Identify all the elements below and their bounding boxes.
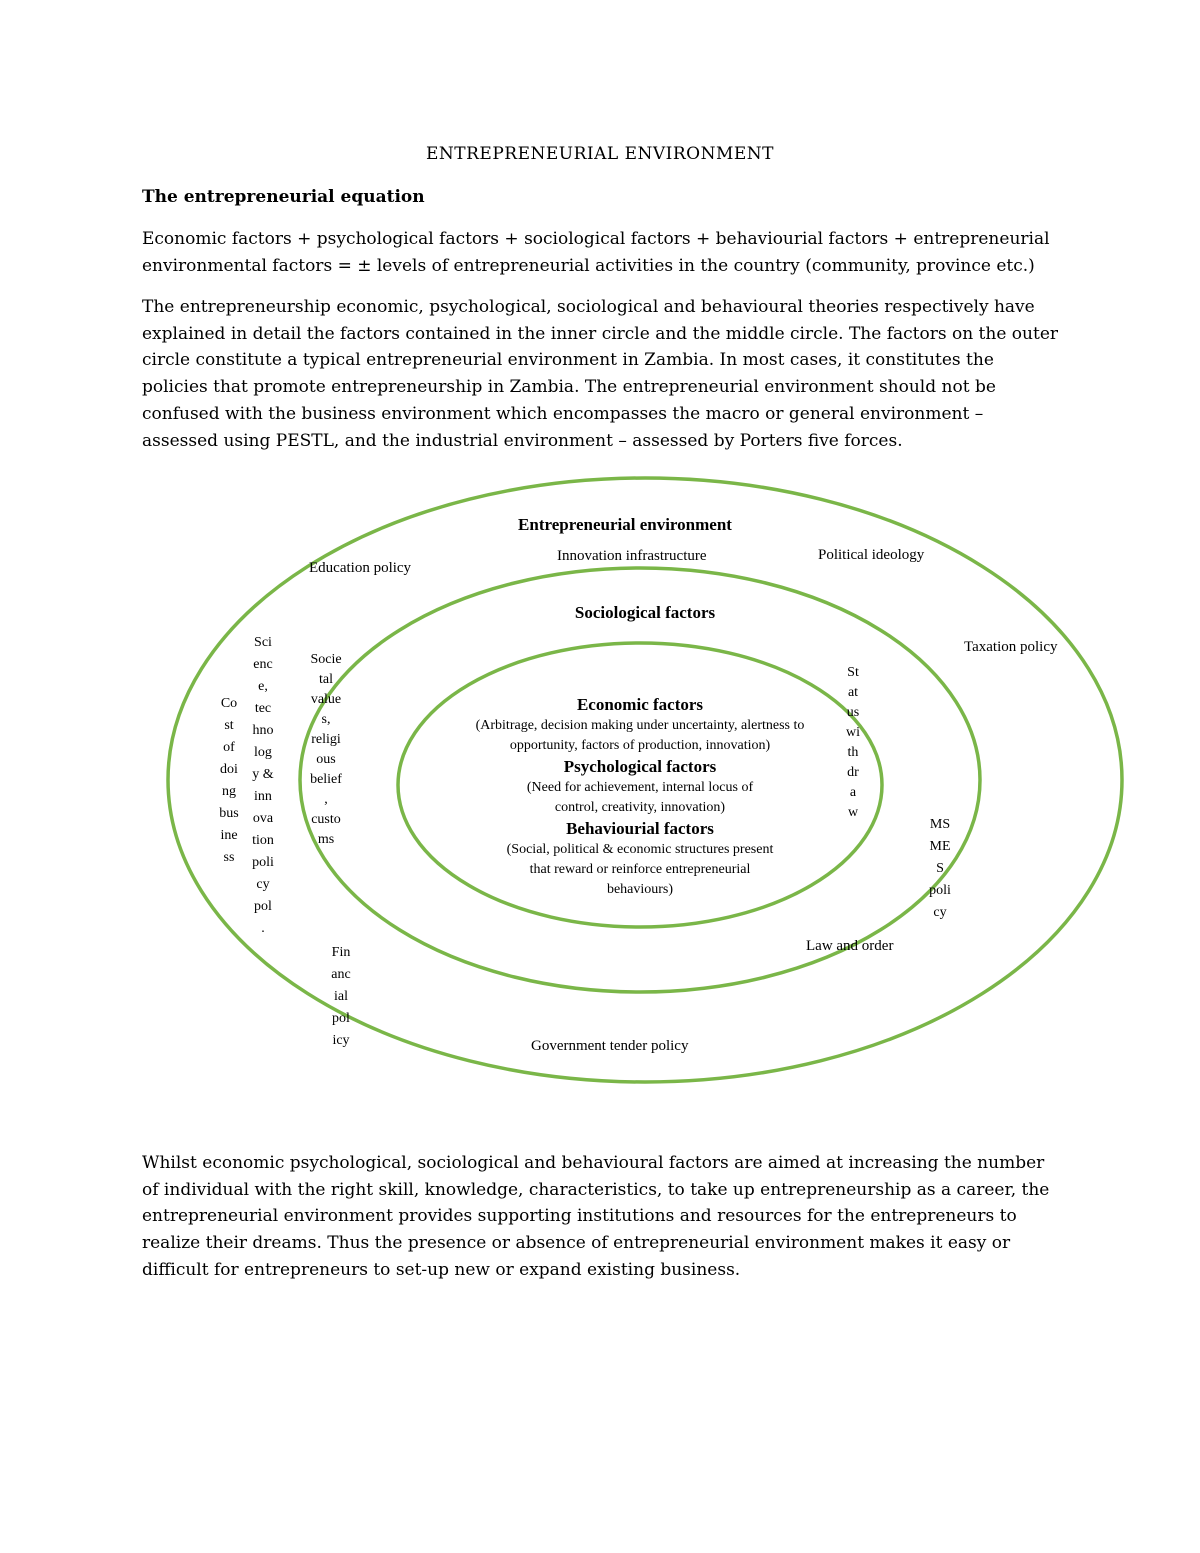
theories-paragraph: The entrepreneurship economic, psychological, sociological and behavioural theories respectively have explained in detail the factors contained in the inner circle and the middle circle. The factors on the outer circle constitute a typical entrepreneurial environment in Zambia. In most cases, it constitutes the policies that promote entrepreneurship in Zambia. The entrepreneurial environment should not be confused with the business environment which encompasses the macro or general environment – assessed using PESTL, and the industrial environment – assessed by Porters five forces. bbox=[142, 297, 1058, 451]
document-title: ENTREPRENEURIAL ENVIRONMENT bbox=[426, 144, 774, 164]
education-policy-label: Education policy bbox=[309, 560, 412, 576]
financial-policy-label: Fin anc ial pol icy bbox=[331, 945, 351, 1048]
government-tender-policy-label: Government tender policy bbox=[531, 1038, 689, 1054]
economic-factors-text: (Arbitrage, decision making under uncertainty, alertness to opportunity, factors of production, innovation) bbox=[475, 718, 805, 753]
cost-of-doing-business-label: Co st of doi ng bus ine ss bbox=[219, 696, 239, 865]
psychological-factors-title: Psychological factors bbox=[563, 757, 717, 776]
msmes-policy-label: MS ME S poli cy bbox=[929, 817, 951, 920]
status-withdraw-label: St at us wi th dr a w bbox=[846, 665, 860, 820]
innovation-infrastructure-label: Innovation infrastructure bbox=[557, 548, 707, 564]
taxation-policy-label: Taxation policy bbox=[964, 639, 1058, 655]
psychological-factors-text: (Need for achievement, internal locus of control, creativity, innovation) bbox=[526, 780, 754, 815]
economic-factors-title: Economic factors bbox=[576, 695, 704, 714]
middle-ring-title: Sociological factors bbox=[574, 603, 716, 622]
behavioural-factors-text: (Social, political & economic structures present that reward or reinforce entrepreneurial behaviours) bbox=[506, 842, 774, 897]
equation-paragraph: Economic factors + psychological factors + sociological factors + behaviourial factors + entrepreneurial environmental factors = ± levels of entrepreneurial activities in the country (community, province etc.) bbox=[142, 229, 1050, 276]
science-technology-policy-label: Sci enc e, tec hno log y & inn ova tion poli cy pol . bbox=[252, 635, 274, 936]
inner-circle-content bbox=[470, 694, 810, 900]
section-heading: The entrepreneurial equation bbox=[142, 187, 425, 207]
law-and-order-label: Law and order bbox=[806, 938, 894, 954]
societal-values-label: Socie tal value s, religi ous belief , custo ms bbox=[310, 652, 342, 846]
outer-ring-title: Entrepreneurial environment bbox=[518, 515, 732, 534]
behavioural-factors-title: Behaviourial factors bbox=[566, 819, 714, 838]
conclusion-paragraph: Whilst economic psychological, sociological and behavioural factors are aimed at increasing the number of individual with the right skill, knowledge, characteristics, to take up entrepreneurship as a career, the entrepreneurial environment provides supporting institutions and resources for the entrepreneurs to realize their dreams. Thus the presence or absence of entrepreneurial environment makes it easy or difficult for entrepreneurs to set-up new or expand existing business. bbox=[142, 1153, 1050, 1280]
political-ideology-label: Political ideology bbox=[818, 547, 925, 563]
